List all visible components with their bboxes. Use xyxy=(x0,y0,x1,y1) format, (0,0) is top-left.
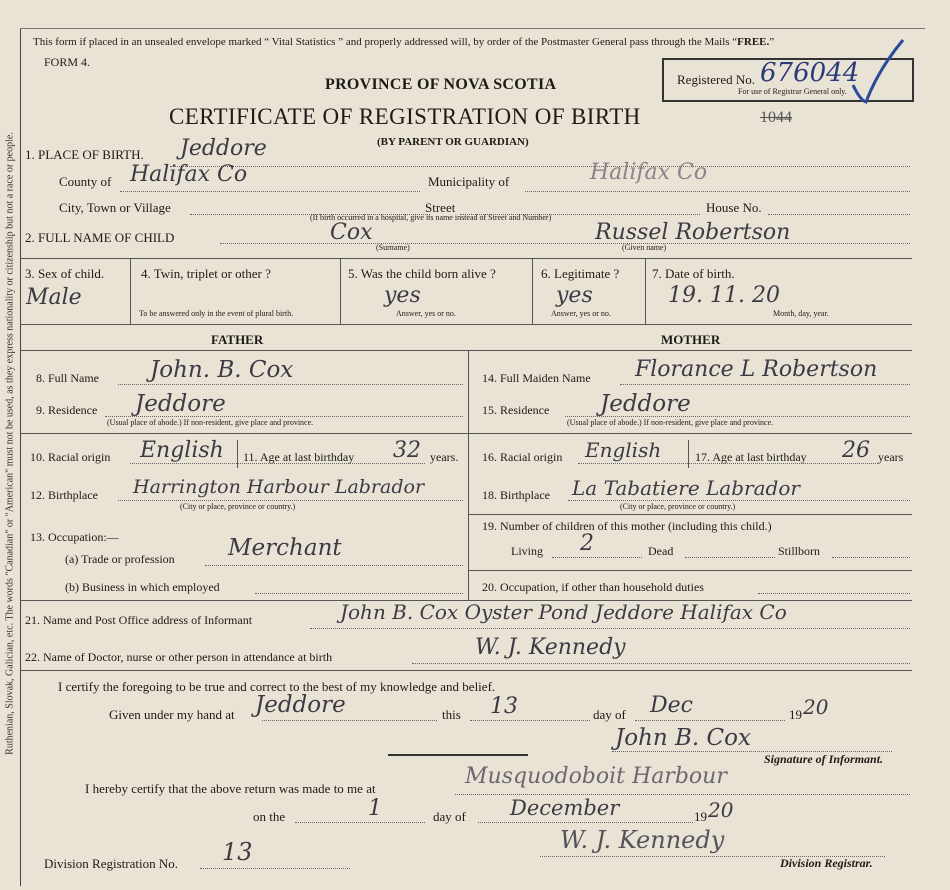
street-label: Street xyxy=(425,200,456,215)
postal-note-free: FREE. xyxy=(737,36,770,48)
registrar-year-value: 20 xyxy=(708,798,734,822)
father-residence-label: 9. Residence xyxy=(36,403,98,417)
registrar-day-value: 1 xyxy=(368,796,382,821)
mother-racial-value: English xyxy=(585,438,662,462)
mother-age-unit: years xyxy=(878,450,904,464)
form-number: FORM 4. xyxy=(44,55,91,69)
father-age-value: 32 xyxy=(393,438,421,463)
mother-age-label: 17. Age at last birthday xyxy=(695,450,807,464)
registered-label: Registered No. xyxy=(677,72,755,87)
father-racial-label: 10. Racial origin xyxy=(30,450,111,464)
informant-value: John B. Cox Oyster Pond Jeddore Halifax Co xyxy=(340,600,787,624)
mother-living-label: Living xyxy=(511,544,543,558)
mother-living-value: 2 xyxy=(580,531,594,556)
date-note: Month, day, year. xyxy=(773,309,829,318)
mother-birthplace-value: La Tabatiere Labrador xyxy=(572,476,800,500)
date-label: 7. Date of birth. xyxy=(652,266,735,281)
mother-birthplace-note: (City or place, province or country.) xyxy=(620,502,736,511)
father-business-label: (b) Business in which employed xyxy=(65,580,220,594)
informant-signature-caption: Signature of Informant. xyxy=(764,752,884,766)
place-value: Jeddore xyxy=(180,136,267,161)
father-heading: FATHER xyxy=(211,332,264,347)
alive-note: Answer, yes or no. xyxy=(396,309,456,318)
father-name-label: 8. Full Name xyxy=(36,371,99,385)
doctor-label: 22. Name of Doctor, nurse or other person in attendance at birth xyxy=(25,650,333,664)
mother-heading: MOTHER xyxy=(661,332,721,347)
mother-birthplace-label: 18. Birthplace xyxy=(482,488,550,502)
house-label: House No. xyxy=(706,200,762,215)
registrar-signature: W. J. Kennedy xyxy=(560,826,725,854)
postal-note xyxy=(33,37,774,48)
city-label: City, Town or Village xyxy=(59,200,171,215)
side-note: Ruthenian, Slovak, Galician, etc. The words "Canadian" or "American" must not be used, as they express nationality or citizenship but not a race or people. xyxy=(4,132,16,755)
postal-note-close: ” xyxy=(769,36,775,48)
page-subtitle: (BY PARENT OR GUARDIAN) xyxy=(377,136,529,148)
division-label: Division Registration No. xyxy=(44,856,178,871)
father-birthplace-note: (City or place, province or country.) xyxy=(180,502,296,511)
informant-label: 21. Name and Post Office address of Informant xyxy=(25,613,253,627)
legit-note: Answer, yes or no. xyxy=(551,309,611,318)
mother-residence-note: (Usual place of abode.) If non-resident, give place and province. xyxy=(567,418,774,427)
given-year-value: 20 xyxy=(803,695,829,719)
twin-note: To be answered only in the event of plural birth. xyxy=(139,309,294,318)
child-surname-caption: (Surname) xyxy=(376,243,410,252)
registrar-month-value: December xyxy=(510,796,620,820)
child-name-label: 2. FULL NAME OF CHILD xyxy=(25,230,175,245)
father-birthplace-value: Harrington Harbour Labrador xyxy=(133,476,425,498)
mother-residence-label: 15. Residence xyxy=(482,403,550,417)
mother-dead-label: Dead xyxy=(648,544,674,558)
doctor-value: W. J. Kennedy xyxy=(475,635,626,660)
mother-stillborn-label: Stillborn xyxy=(778,544,821,558)
mother-racial-label: 16. Racial origin xyxy=(482,450,563,464)
municipality-label: Municipality of xyxy=(428,174,510,189)
child-given-caption: (Given name) xyxy=(622,243,667,252)
left-border xyxy=(20,28,21,886)
place-label: 1. PLACE OF BIRTH. xyxy=(25,147,144,162)
struck-number: 1044 xyxy=(760,109,792,126)
mother-age-value: 26 xyxy=(842,438,870,463)
legit-label: 6. Legitimate ? xyxy=(541,266,620,281)
registrar-year-prefix: 19 xyxy=(694,809,707,824)
given-day-value: 13 xyxy=(490,694,518,719)
registrar-on-the-label: on the xyxy=(253,809,286,824)
mother-children-label: 19. Number of children of this mother (including this child.) xyxy=(482,519,772,533)
registered-number: 676044 xyxy=(760,58,860,88)
registrar-signature-caption: Division Registrar. xyxy=(780,856,873,870)
given-place-value: Jeddore xyxy=(255,692,346,718)
date-value: 19. 11. 20 xyxy=(668,283,780,308)
father-age-label: 11. Age at last birthday xyxy=(243,450,355,464)
father-trade-value: Merchant xyxy=(228,535,342,561)
registrar-general-note: For use of Registrar General only. xyxy=(738,87,847,96)
province-title: PROVINCE OF NOVA SCOTIA xyxy=(325,76,557,93)
father-residence-value: Jeddore xyxy=(135,391,226,417)
alive-value: yes xyxy=(384,283,421,308)
postal-note-text: This form if placed in an unsealed envelope marked “ Vital Statistics ” and properly addressed will, by order of the Postmaster General pass through the Mails “ xyxy=(33,36,738,48)
child-given-value: Russel Robertson xyxy=(595,220,791,245)
father-occupation-label: 13. Occupation:— xyxy=(30,530,119,544)
mother-occupation-label: 20. Occupation, if other than household duties xyxy=(482,580,704,594)
mother-name-label: 14. Full Maiden Name xyxy=(482,371,591,385)
column-divider xyxy=(468,350,469,600)
father-residence-note: (Usual place of abode.) If non-resident, give place and province. xyxy=(107,418,314,427)
certify-statement: I certify the foregoing to be true and correct to the best of my knowledge and belief. xyxy=(58,679,496,694)
father-trade-label: (a) Trade or profession xyxy=(65,552,175,566)
twin-label: 4. Twin, triplet or other ? xyxy=(141,266,271,281)
check-mark-icon xyxy=(848,30,908,110)
father-name-value: John. B. Cox xyxy=(150,357,294,383)
alive-label: 5. Was the child born alive ? xyxy=(348,266,496,281)
given-this-label: this xyxy=(442,707,461,722)
father-racial-value: English xyxy=(140,438,224,463)
mother-name-value: Florance L Robertson xyxy=(635,357,878,382)
given-day-of-label: day of xyxy=(593,707,626,722)
registrar-statement: I hereby certify that the above return was made to me at xyxy=(85,781,376,796)
top-border xyxy=(20,28,925,29)
registrar-day-of-label: day of xyxy=(433,809,466,824)
mother-residence-value: Jeddore xyxy=(600,391,691,417)
given-label: Given under my hand at xyxy=(109,707,235,722)
division-value: 13 xyxy=(222,838,253,866)
father-age-unit: years. xyxy=(430,450,459,464)
county-label: County of xyxy=(59,174,112,189)
given-year-prefix: 19 xyxy=(789,707,802,722)
page-title: CERTIFICATE OF REGISTRATION OF BIRTH xyxy=(169,104,641,129)
father-birthplace-label: 12. Birthplace xyxy=(30,488,98,502)
hospital-note: (If birth occurred in a hospital, give its name instead of Street and Number) xyxy=(310,213,552,222)
given-month-value: Dec xyxy=(650,693,693,718)
informant-signature: John B. Cox xyxy=(615,725,751,751)
registrar-place-value: Musquodoboit Harbour xyxy=(465,764,727,789)
legit-value: yes xyxy=(556,283,593,308)
child-surname-value: Cox xyxy=(330,220,373,245)
sex-value: Male xyxy=(26,285,82,310)
sex-label: 3. Sex of child. xyxy=(25,266,105,281)
municipality-value: Halifax Co xyxy=(590,160,708,185)
county-value: Halifax Co xyxy=(130,162,248,187)
